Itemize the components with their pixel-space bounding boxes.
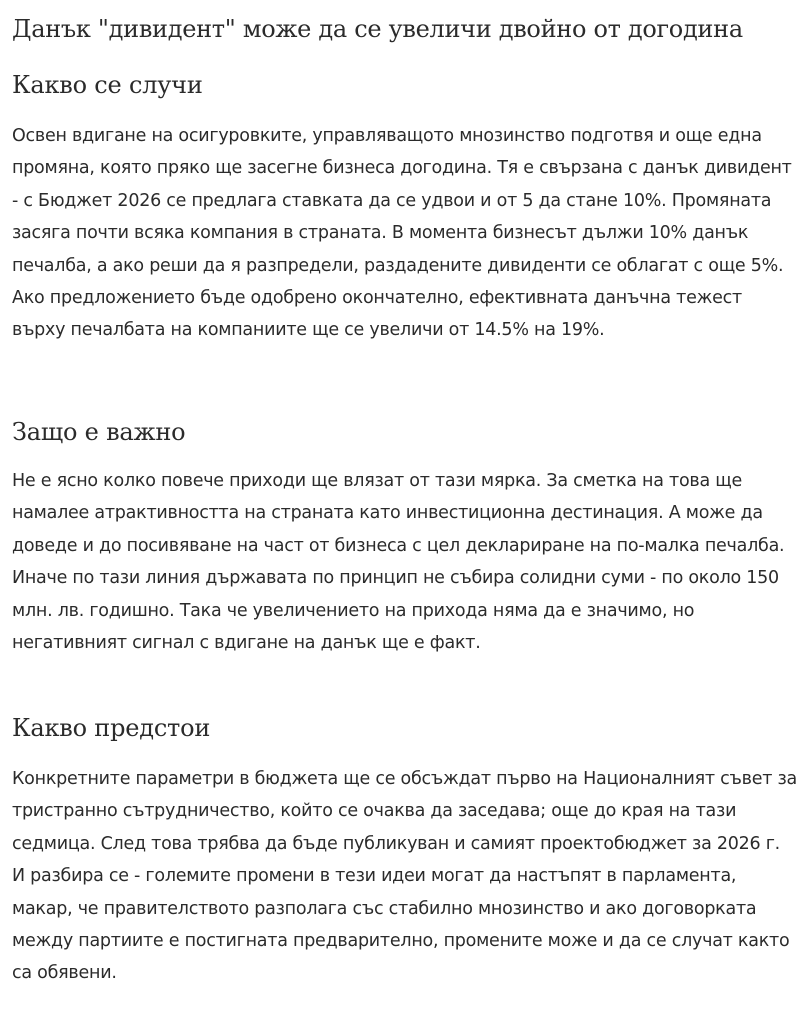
article-title: Данък "дивидент" може да се увеличи двойно от догодина — [12, 15, 743, 43]
section-heading-what-happened: Какво се случи — [12, 71, 203, 99]
section-text-why-important: Не е ясно колко повече приходи ще влязат от тази мярка. За сметка на това ще намалее атрактивността на страната като инвестиционна дестинация. А може да доведе и до посивяване на част от бизнеса с цел деклариране на по-малка печалба. Иначе по тази линия държавата по принцип не събира солидни суми - по около 150 млн. лв. годишно. Така че увеличението на прихода няма да е значимо, но негативният сигнал с вдигане на данък ще е факт. — [12, 471, 785, 654]
section-text-whats-next: Конкретните параметри в бюджета ще се обсъждат първо на Националният съвет за тристранно сътрудничество, който се очаква да заседава; още до края на тази седмица. След това трябва да бъде публикуван и самият проектобюджет за 2026 г. И разбира се - големите промени в тези идеи могат да настъпят в парламента, макар, че правителството разполага със стабилно мнозинство и ако договорката между партиите е постигната предварително, промените може и да се случат както са обявени. — [12, 769, 798, 984]
section-text-what-happened: Освен вдигане на осигуровките, управляващото мнозинство подготвя и още една промяна, която пряко ще засегне бизнеса догодина. Тя е свързана с данък дивидент - с Бюджет 2026 се предлага ставката да се удвои и от 5 да стане 10%. Промяната засяга почти всяка компания в страната. В момента бизнесът дължи 10% данък печалба, а ако реши да я разпредели, раздадените дивиденти се облагат с още 5%. Ако предложението бъде одобрено окончателно, ефективната данъчна тежест върху печалбата на компаниите ще се увеличи от 14.5% на 19%. — [12, 126, 792, 341]
section-heading-whats-next: Какво предстои — [12, 714, 211, 742]
section-heading-why-important: Защо е важно — [12, 418, 186, 446]
